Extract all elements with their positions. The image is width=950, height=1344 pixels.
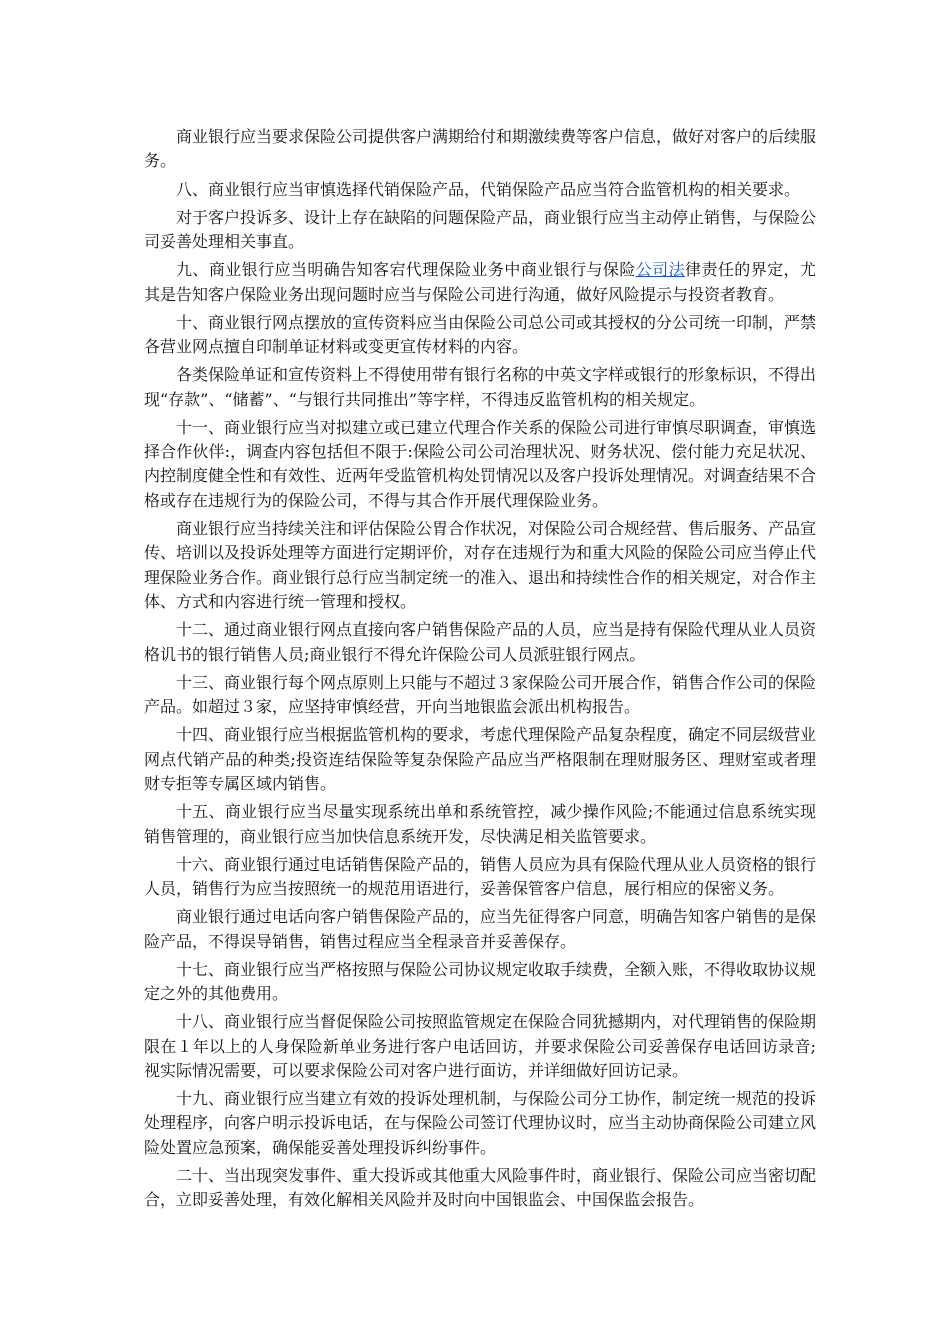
paragraph: 各类保险单证和宣传资料上不得使用带有银行名称的中英文字样或银行的形象标识，不得出现“存款”、“储蓄”、“与银行共同推出”等字样，不得违反监管机构的相关规定。 (144, 365, 817, 409)
paragraph-text: 九、商业银行应当明确告知客宕代理保险业务中商业银行与保险 (176, 260, 636, 280)
paragraph: 十二、通过商业银行网点直接向客户销售保险产品的人员，应当是持有保险代理从业人员资格讥书的银行销售人员;商业银行不得允许保险公司人员派驻银行网点。 (144, 620, 817, 664)
paragraph: 十四、商业银行应当根据监管机构的要求，考虑代理保险产品复杂程度，确定不同层级营业网点代销产品的种类;投资连结保险等复杂保险产品应当严格限制在理财服务区、理财室或者理财专拒等专属区域内销售。 (144, 725, 817, 794)
paragraph: 十、商业银行网点摆放的宣传资料应当由保险公司总公司或其授权的分公司统一印制，严禁各营业网点擅自印制单证材料或变更宣传材料的内容。 (144, 312, 817, 356)
paragraph: 十五、商业银行应当尽量实现系统出单和系统管控，减少操作风险;不能通过信息系统实现销售管理的，商业银行应当加快信息系统开发，尽快满足相关监管要求。 (144, 802, 816, 846)
paragraph: 对于客户投诉多、设计上存在缺陷的问题保险产品，商业银行应当主动停止销售，与保险公司妥善处理相关事直。 (144, 207, 817, 251)
paragraph: 商业银行应当要求保险公司提供客户满期给付和期激续费等客户信息，做好对客户的后续服务。 (144, 127, 817, 171)
paragraph: 十三、商业银行每个网点原则上只能与不超过３家保险公司开展合作，销售合作公司的保险产品。如超过３家，应坚持审慎经营，开向当地银监会派出机构报告。 (144, 672, 817, 717)
company-law-link[interactable]: 公司法 (635, 260, 686, 280)
paragraph: 二十、当出现突发事件、重大投诉或其他重大风险事件时，商业银行、保险公司应当密切配合，立即妥善处理，有效化解相关风险并及时向中国银监会、中国保监会报告。 (144, 1165, 817, 1210)
paragraph: 十八、商业银行应当督促保险公司按照监管规定在保险合同犹撼期内，对代理销售的保险期限在１年以上的人身保险新单业务进行客户电话回访，并要求保险公司妥善保存电话回访录音;视实际情况需要，可以要求保险公司对客户进行面访，并详细做好回访记录。 (144, 1012, 817, 1080)
paragraph: 十七、商业银行应当严格按照与保险公司协议规定收取手续费，全额入账，不得收取协议规定之外的其他费用。 (144, 959, 817, 1004)
paragraph: 十九、商业银行应当建立有效的投诉处理机制，与保险公司分工协作，制定统一规范的投诉处理程序，向客户明示投诉电话，在与保险公司签订代理协议时，应当主动协商保险公司建立风险处置应急预案，确保能妥善处理投诉纠纷事件。 (144, 1089, 817, 1157)
paragraph (144, 258, 816, 307)
paragraph: 八、商业银行应当审慎选择代销保险产品，代销保险产品应当符合监管机构的相关要求。 (176, 179, 801, 199)
document-body (144, 125, 816, 1216)
paragraph: 商业银行应当持续关注和评估保险公胃合作状况，对保险公司合规经营、售后服务、产品宣传、培训以及投诉处理等方面进行定期评价，对存在违规行为和重大风险的保险公司应当停止代理保险业务合作。商业银行总行应当制定统一的准入、退出和持续性合作的相关规定，对合作主体、方式和内容进行统一管理和授权。 (144, 518, 817, 612)
paragraph: 十一、商业银行应当对拟建立或已建立代理合作关系的保险公司进行审慎尽职调查，审慎选择合作伙伴:，调查内容包括但不限于:保险公司公司治理状况、财务状况、偿付能力充足状况、内控制度健全性和有效性、近两年受监管机构处罚情况以及客户投诉处理情况。对调查结果不合格或存在违规行为的保险公司，不得与其合作开展代理保险业务。 (144, 417, 817, 510)
paragraph: 十六、商业银行通过电话销售保险产品的，销售人员应为具有保险代理从业人员资格的银行人员，销售行为应当按照统一的规范用语进行，妥善保管客户信息，展行相应的保密义务。 (144, 854, 817, 899)
paragraph-text: 律责任的界定，尤其是告知客户保险业务出现问题时应当与保险公司进行沟通，做好风险提示与投资者教育。 (144, 260, 816, 304)
paragraph: 商业银行通过电话向客户销售保险产品的，应当先征得客户同意，明确告知客户销售的是保险产品，不得误导销售，销售过程应当全程录音并妥善保存。 (144, 907, 817, 951)
